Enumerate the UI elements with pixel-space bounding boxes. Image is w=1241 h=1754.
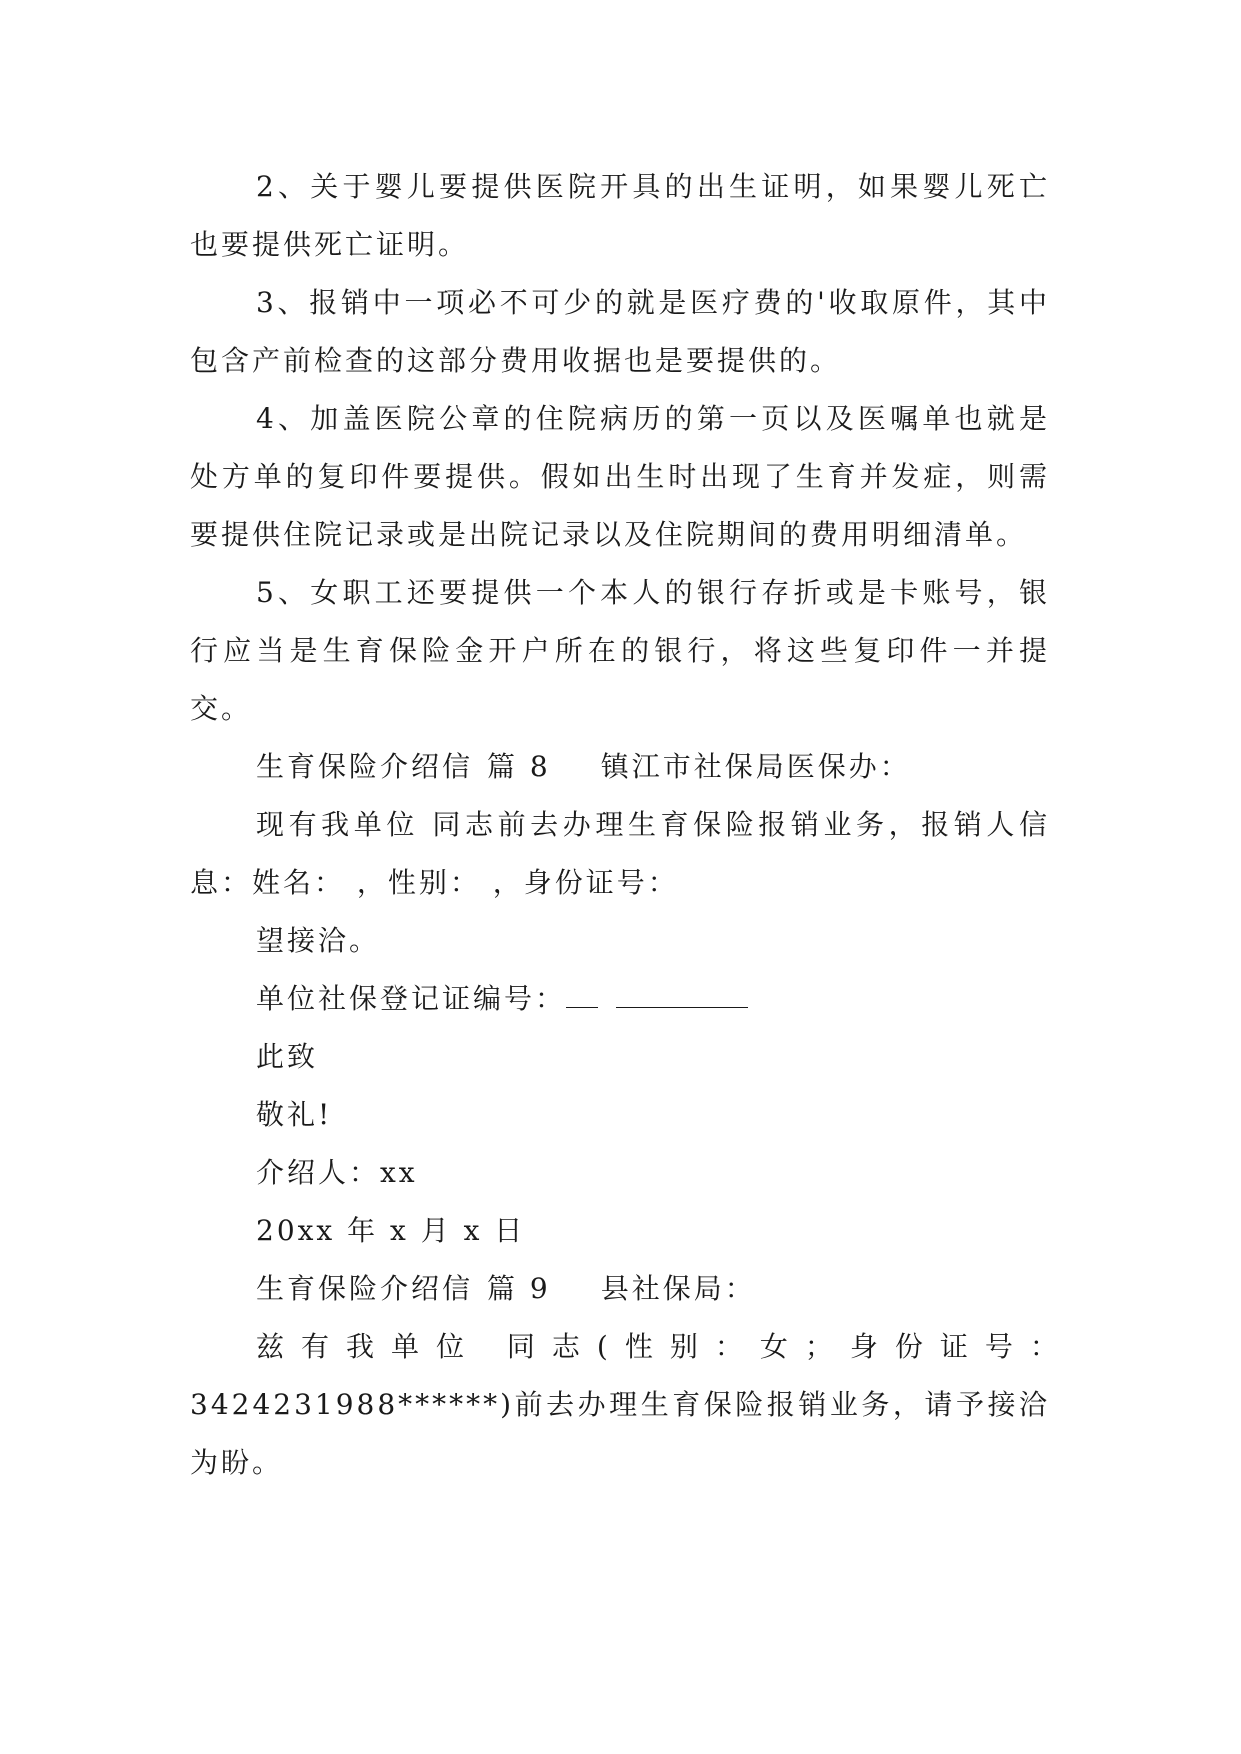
paragraph-item-5: 5、女职工还要提供一个本人的银行存折或是卡账号，银行应当是生育保险金开户所在的银行，将这些复印件一并提交。: [190, 576, 1050, 725]
letter-8-date: 20xx 年 x 月 x 日: [256, 1214, 526, 1247]
letter-8-introducer: 介绍人：xx: [256, 1156, 418, 1189]
letter-8-heading-line: [190, 738, 1050, 796]
letter-9-body-first-line: 兹有我单位 同志(性别：女；身份证号：: [256, 1330, 1075, 1363]
letter-9-heading-line: [190, 1260, 1050, 1318]
paragraph-item-3: 3、报销中一项必不可少的就是医疗费的'收取原件，其中包含产前检查的这部分费用收据也是要提供的。: [190, 286, 1050, 377]
registration-blank-long: [616, 983, 748, 1008]
document-content: [190, 158, 1075, 1492]
letter-8-recipient: 镇江市社保局医保办：: [600, 750, 911, 783]
letter-9-number: 篇 9: [487, 1272, 551, 1305]
registration-label: 单位社保登记证编号：: [256, 982, 567, 1015]
letter-9-body: 3424231988******)前去办理生育保险报销业务，请予接洽为盼。: [190, 1388, 1050, 1479]
registration-blank-short: [566, 983, 598, 1008]
letter-8-heading: 生育保险介绍信: [256, 750, 474, 783]
letter-9-recipient: 县社保局：: [600, 1272, 756, 1305]
letter-8-closing-1: 此致: [256, 1040, 319, 1073]
letter-8-registration-line: [190, 970, 1050, 1028]
paragraph-item-2: 2、关于婴儿要提供医院开具的出生证明，如果婴儿死亡也要提供死亡证明。: [190, 170, 1050, 261]
letter-8-body: 现有我单位 同志前去办理生育保险报销业务，报销人信息：姓名： ，性别： ，身份证号：: [190, 808, 1050, 899]
letter-9-heading: 生育保险介绍信: [256, 1272, 474, 1305]
letter-8-request: 望接洽。: [256, 924, 381, 957]
letter-8-number: 篇 8: [487, 750, 551, 783]
paragraph-item-4: 4、加盖医院公章的住院病历的第一页以及医嘱单也就是处方单的复印件要提供。假如出生时出现了生育并发症，则需要提供住院记录或是出院记录以及住院期间的费用明细清单。: [190, 402, 1050, 551]
letter-8-closing-2: 敬礼!: [256, 1098, 333, 1131]
